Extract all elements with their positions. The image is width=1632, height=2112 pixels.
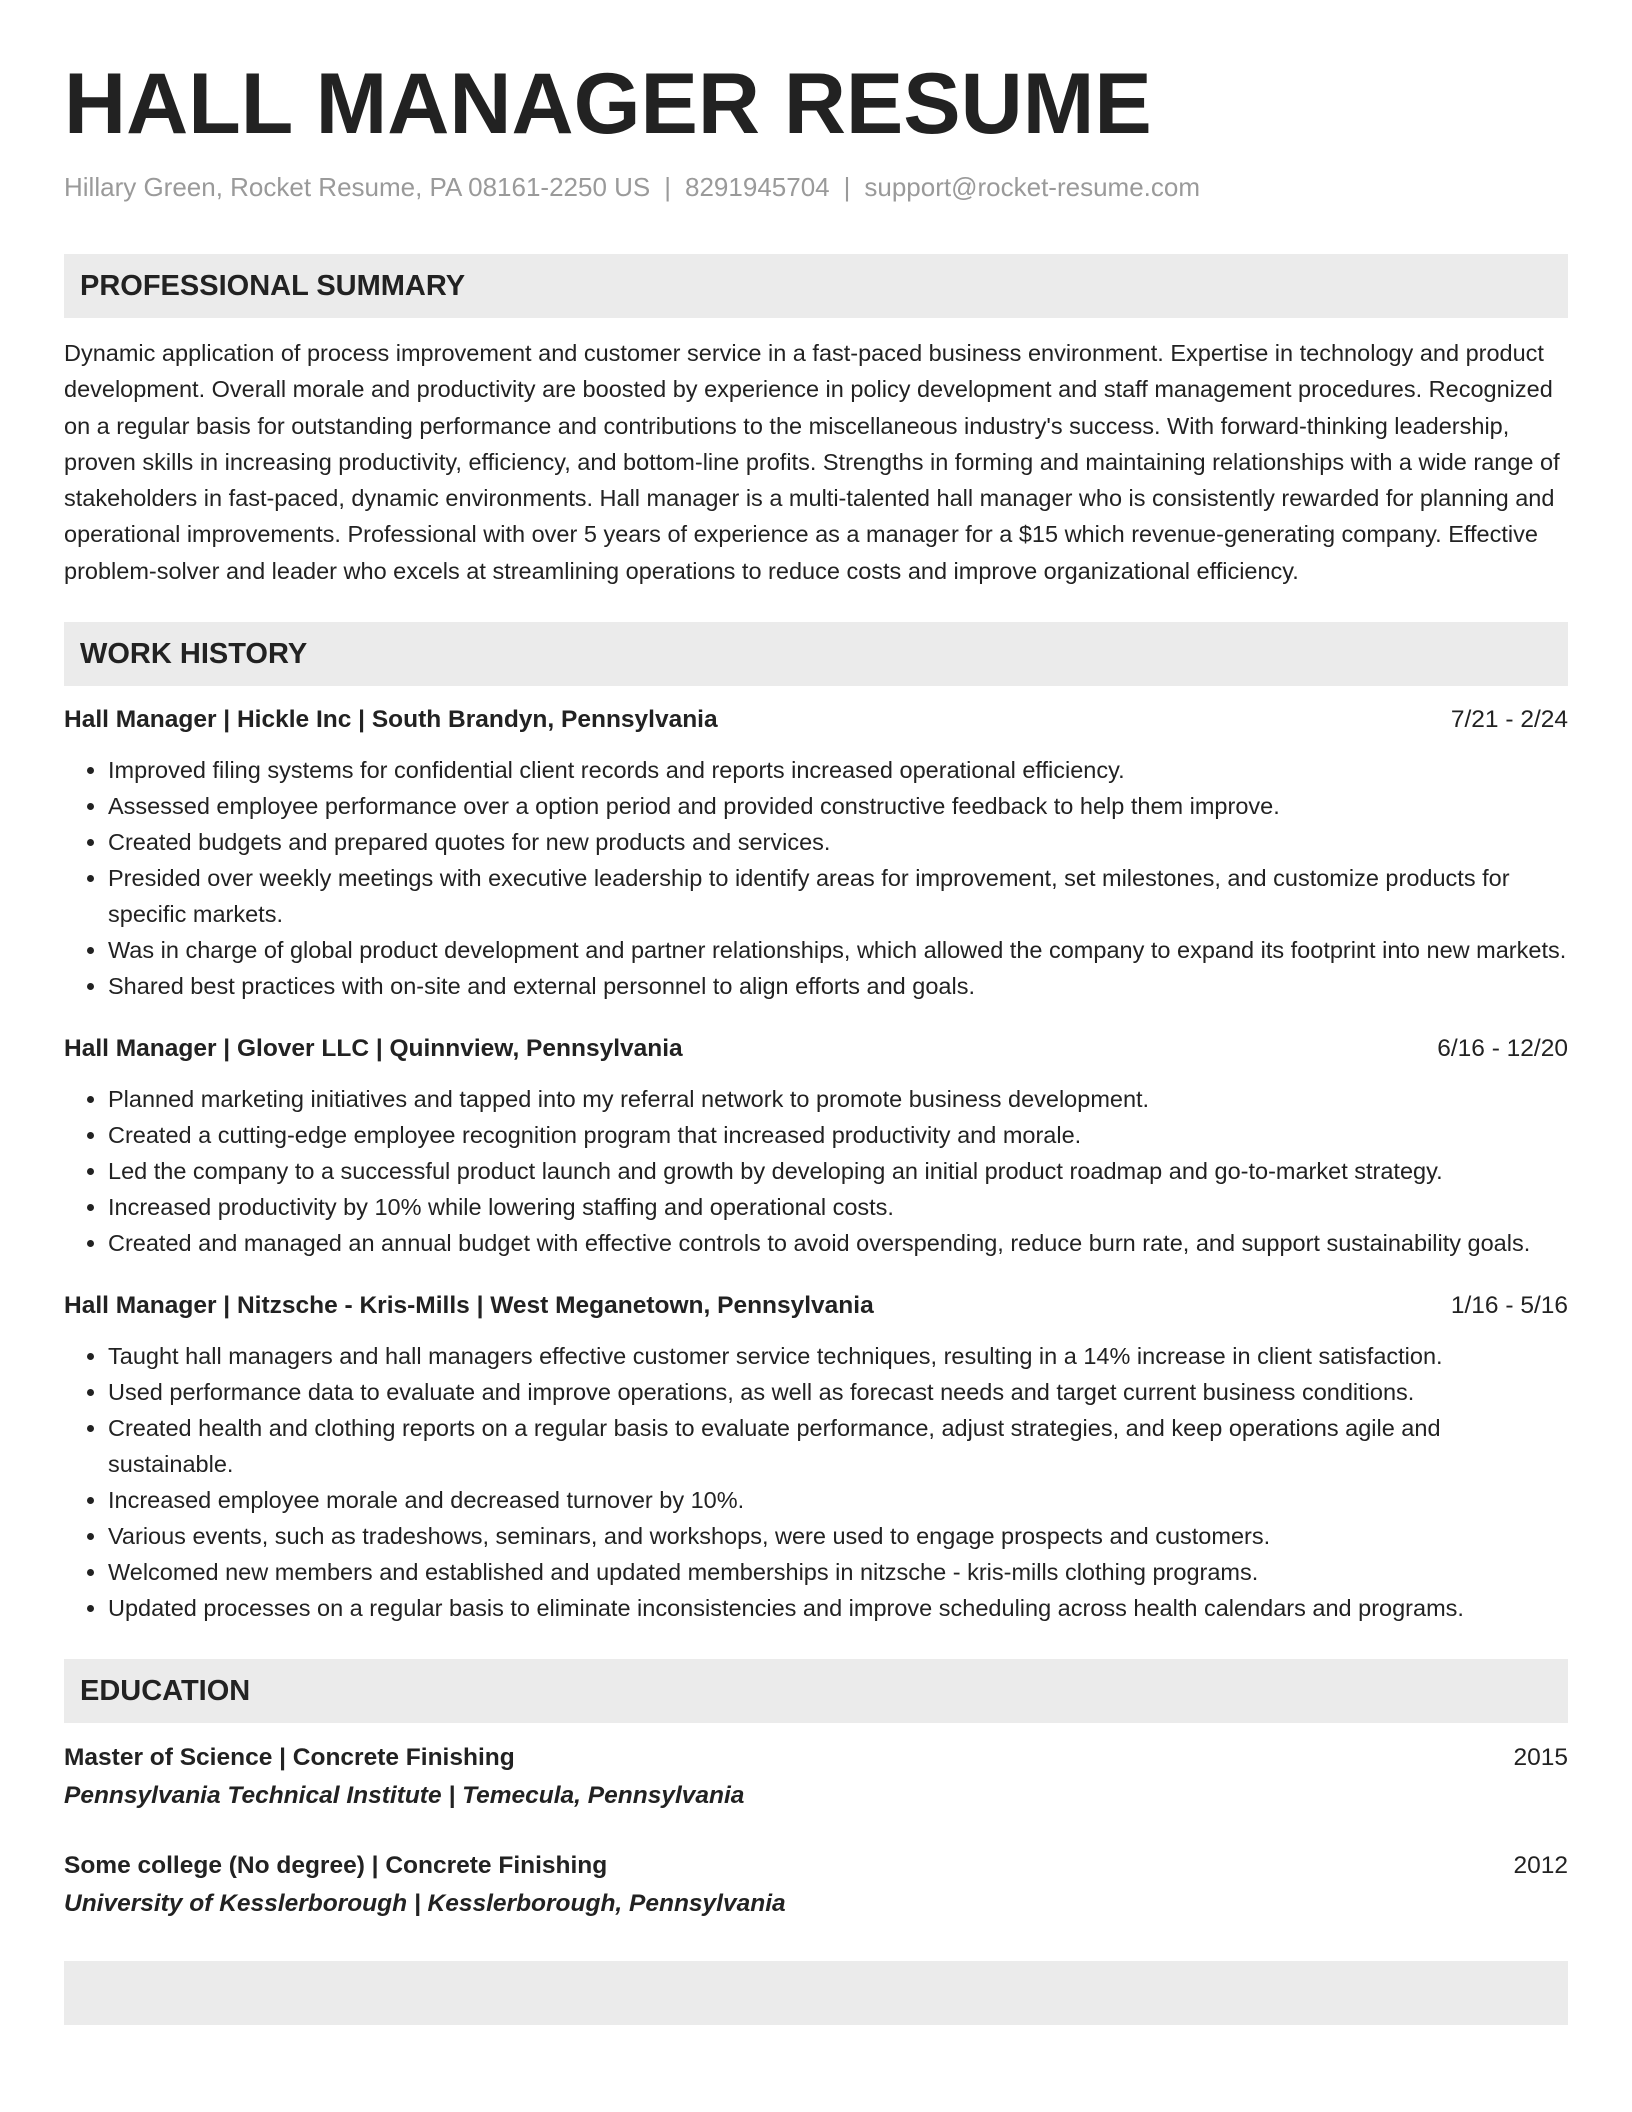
section-header-next — [64, 1961, 1568, 2025]
section-heading: PROFESSIONAL SUMMARY — [80, 269, 466, 302]
bullet-item: • Increased employee morale and decreased turnover by 10%. — [108, 1482, 1568, 1518]
bullet-item: • Shared best practices with on-site and external personnel to align efforts and goals. — [108, 968, 1568, 1004]
education-school: Pennsylvania Technical Institute | Temecula, Pennsylvania — [64, 1782, 745, 1810]
bullet-item: • Improved filing systems for confidential client records and reports increased operational efficiency. — [108, 752, 1568, 788]
bullet-item: • Presided over weekly meetings with executive leadership to identify areas for improvement, set milestones, and customize products for specific markets. — [108, 860, 1568, 932]
job-date: 6/16 - 12/20 — [1437, 1035, 1568, 1063]
bullet-item: • Created a cutting-edge employee recognition program that increased productivity and morale. — [108, 1117, 1568, 1153]
job-bullets — [64, 752, 1568, 1004]
bullet-item: • Various events, such as tradeshows, seminars, and workshops, were used to engage prospects and customers. — [108, 1518, 1568, 1554]
education-entry — [64, 1849, 1568, 1921]
bullet-item: • Planned marketing initiatives and tapped into my referral network to promote business development. — [108, 1081, 1568, 1117]
contact-email: support@rocket-resume.com — [864, 172, 1201, 202]
job-bullets — [64, 1338, 1568, 1626]
education-header — [64, 1741, 1568, 1775]
bullet-item: • Taught hall managers and hall managers effective customer service techniques, resulting in a 14% increase in client satisfaction. — [108, 1338, 1568, 1374]
section-header-work-history — [64, 622, 1568, 686]
job-entry — [64, 703, 1568, 1004]
bullet-item: • Updated processes on a regular basis to eliminate inconsistencies and improve scheduling across health calendars and programs. — [108, 1590, 1568, 1626]
bullet-item: • Assessed employee performance over a option period and provided constructive feedback to help them improve. — [108, 788, 1568, 824]
bullet-item: • Used performance data to evaluate and improve operations, as well as forecast needs and target current business conditions. — [108, 1374, 1568, 1410]
contact-address: Hillary Green, Rocket Resume, PA 08161-2250 US — [64, 172, 651, 202]
bullet-item: • Created and managed an annual budget with effective controls to avoid overspending, reduce burn rate, and support sustainability goals. — [108, 1225, 1568, 1261]
job-entry — [64, 1032, 1568, 1261]
bullet-item: • Created health and clothing reports on a regular basis to evaluate performance, adjust strategies, and keep operations agile and sustainable. — [108, 1410, 1568, 1482]
job-date: 7/21 - 2/24 — [1450, 706, 1568, 734]
education-year: 2015 — [1513, 1744, 1568, 1772]
section-heading: WORK HISTORY — [80, 637, 308, 670]
job-title: Hall Manager | Hickle Inc | South Brandyn, Pennsylvania — [64, 706, 718, 734]
section-heading: EDUCATION — [80, 1674, 251, 1707]
bullet-item: • Created budgets and prepared quotes for new products and services. — [108, 824, 1568, 860]
contact-line — [64, 170, 1568, 204]
contact-separator: | — [664, 172, 672, 202]
education-entry — [64, 1741, 1568, 1813]
summary-text: Dynamic application of process improvement and customer service in a fast-paced business environment. Expertise in technology and product development. Overall morale and productivity are boosted by experience in policy development and staff management procedures. Recognized on a regular basis for outstanding performance and contributions to the miscellaneous industry's success. With forward-thinking leadership, proven skills in increasing productivity, efficiency, and bottom-line profits. Strengths in forming and maintaining relationships with a wide range of stakeholders in fast-paced, dynamic environments. Hall manager is a multi-talented hall manager who is consistently rewarded for planning and operational improvements. Professional with over 5 years of experience as a manager for a $15 which revenue-generating company. Effective problem-solver and leader who excels at streamlining operations to reduce costs and improve organizational efficiency. — [64, 340, 1560, 584]
bullet-item: • Welcomed new members and established and updated memberships in nitzsche - kris-mills clothing programs. — [108, 1554, 1568, 1590]
bullet-item: • Was in charge of global product development and partner relationships, which allowed the company to expand its footprint into new markets. — [108, 932, 1568, 968]
resume-title: HALL MANAGER RESUME — [64, 56, 1152, 152]
bullet-item: • Increased productivity by 10% while lowering staffing and operational costs. — [108, 1189, 1568, 1225]
education-year: 2012 — [1513, 1852, 1568, 1880]
job-header — [64, 1032, 1568, 1066]
education-header — [64, 1849, 1568, 1883]
section-header-education — [64, 1659, 1568, 1723]
job-date: 1/16 - 5/16 — [1450, 1292, 1568, 1320]
contact-phone: 8291945704 — [685, 172, 830, 202]
job-header — [64, 1289, 1568, 1323]
job-entry — [64, 1289, 1568, 1626]
job-title: Hall Manager | Nitzsche - Kris-Mills | West Meganetown, Pennsylvania — [64, 1292, 874, 1320]
education-school: University of Kesslerborough | Kesslerborough, Pennsylvania — [64, 1890, 786, 1918]
education-degree: Some college (No degree) | Concrete Finishing — [64, 1852, 608, 1880]
section-header-summary — [64, 254, 1568, 318]
education-degree: Master of Science | Concrete Finishing — [64, 1744, 515, 1772]
job-header — [64, 703, 1568, 737]
contact-separator: | — [843, 172, 851, 202]
job-bullets — [64, 1081, 1568, 1261]
job-title: Hall Manager | Glover LLC | Quinnview, Pennsylvania — [64, 1035, 683, 1063]
bullet-item: • Led the company to a successful product launch and growth by developing an initial product roadmap and go-to-market strategy. — [108, 1153, 1568, 1189]
